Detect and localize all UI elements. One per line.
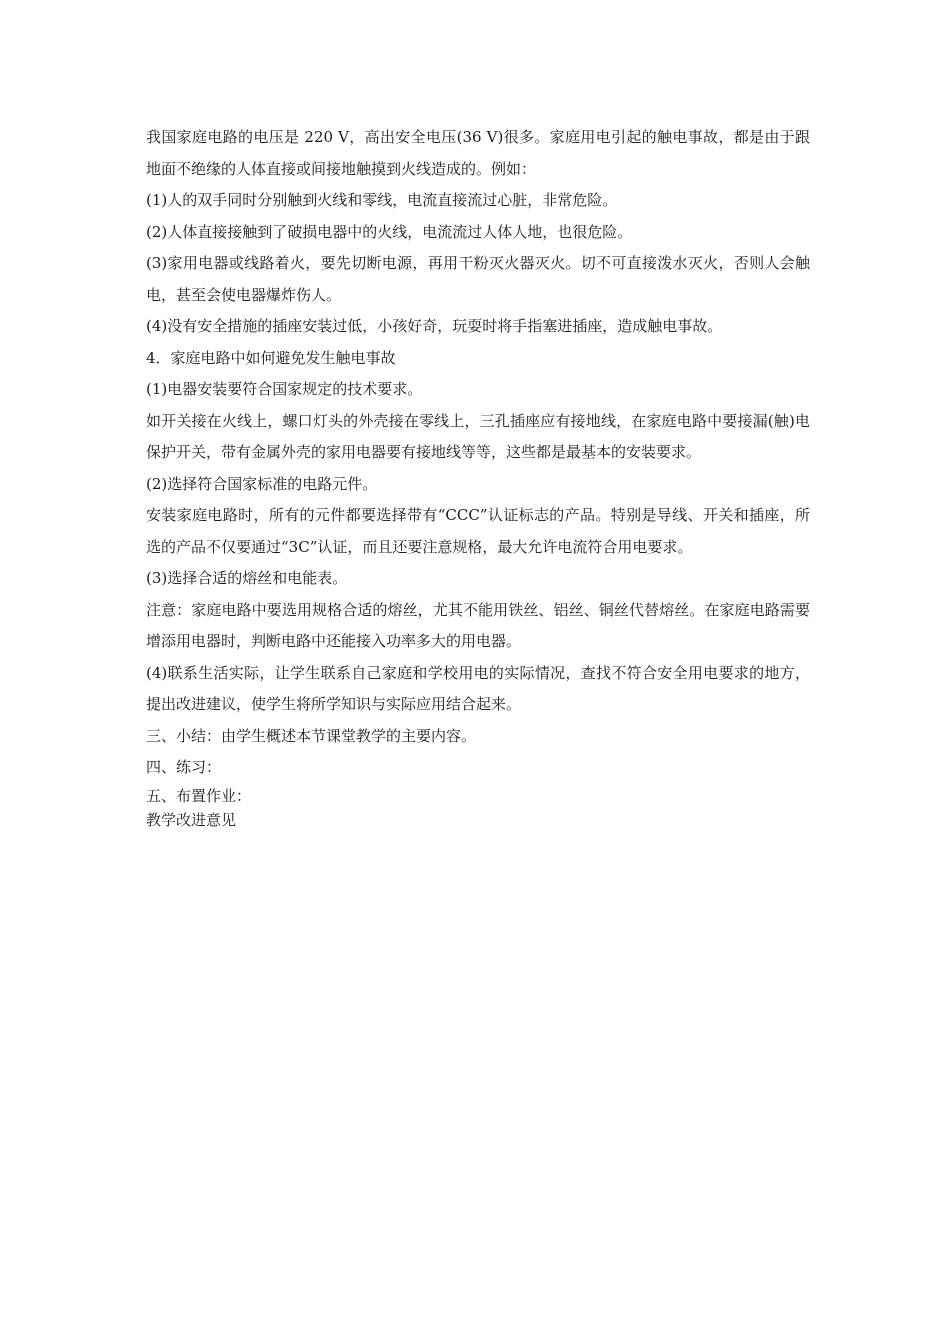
practice-heading: 四、练习： — [146, 758, 222, 776]
point-2-body: 安装家庭电路时，所有的元件都要选择带有“CCC”认证标志的产品。特别是导线、开关和插座，所选的产品不仅要通过“3C”认证，而且还要注意规格，最大允许电流符合用电要求。 — [146, 506, 810, 556]
example-4: (4)没有安全措施的插座安装过低，小孩好奇，玩耍时将手指塞进插座，造成触电事故。 — [146, 317, 723, 335]
point-3-heading: (3)选择合适的熔丝和电能表。 — [146, 569, 348, 587]
point-4-body: (4)联系生活实际，让学生联系自己家庭和学校用电的实际情况，查找不符合安全用电要求的地方，提出改进建议，使学生将所学知识与实际应用结合起来。 — [146, 663, 810, 713]
point-1-body: 如开关接在火线上，螺口灯头的外壳接在零线上，三孔插座应有接地线，在家庭电路中要接漏(触)电保护开关，带有金属外壳的家用电器要有接地线等等，这些都是最基本的安装要求。 — [146, 411, 810, 461]
example-1: (1)人的双手同时分别触到火线和零线，电流直接流过心脏，非常危险。 — [146, 191, 618, 209]
example-3: (3)家用电器或线路着火，要先切断电源，再用干粉灭火器灭火。切不可直接泼水灭火，否则人会触电，甚至会使电器爆炸伤人。 — [146, 254, 810, 304]
teaching-improvement-heading: 教学改进意见 — [146, 810, 237, 829]
example-2: (2)人体直接接触到了破损电器中的火线，电流流过人体人地，也很危险。 — [146, 222, 633, 241]
intro-paragraph: 我国家庭电路的电压是 220 V，高出安全电压(36 V)很多。家庭用电引起的触电事故，都是由于跟地面不绝缘的人体直接或间接地触摸到火线造成的。例如： — [146, 128, 810, 178]
homework-heading: 五、布置作业： — [146, 786, 252, 805]
point-2-heading: (2)选择符合国家标准的电路元件。 — [146, 474, 378, 493]
document-body — [146, 122, 810, 832]
point-3-body: 注意：家庭电路中要选用规格合适的熔丝，尤其不能用铁丝、铝丝、铜丝代替熔丝。在家庭电路需要增添用电器时，判断电路中还能接入功率多大的用电器。 — [146, 600, 810, 650]
summary-heading: 三、小结：由学生概述本节课堂教学的主要内容。 — [146, 726, 477, 745]
point-1-heading: (1)电器安装要符合国家规定的技术要求。 — [146, 380, 423, 398]
section-heading-4: 4．家庭电路中如何避免发生触电事故 — [146, 348, 396, 367]
